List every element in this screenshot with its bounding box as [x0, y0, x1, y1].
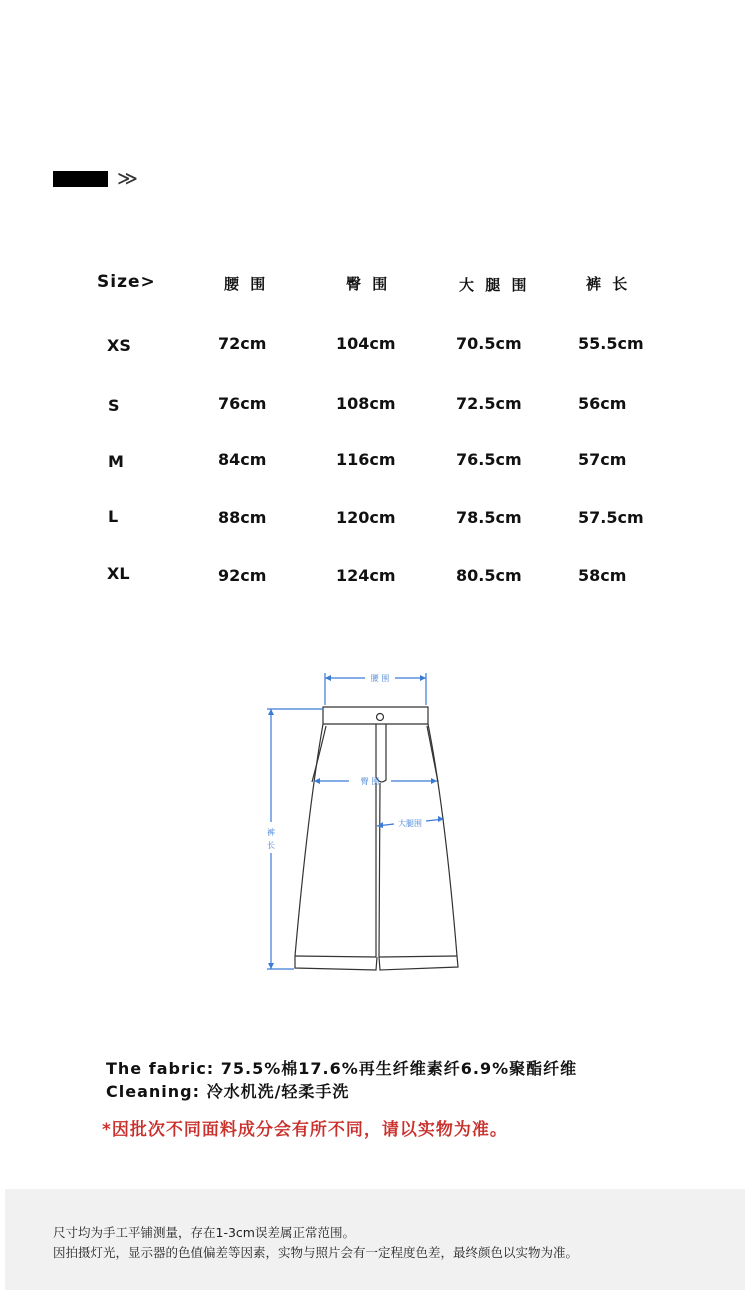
table-cell-waist: 84cm: [218, 450, 267, 469]
table-cell-thigh: 76.5cm: [456, 450, 522, 469]
pants-measurement-diagram: [250, 660, 500, 990]
table-cell-hip: 108cm: [336, 394, 396, 413]
table-cell-thigh: 80.5cm: [456, 566, 522, 585]
table-cell-thigh: 78.5cm: [456, 508, 522, 527]
table-cell-hip: 124cm: [336, 566, 396, 585]
disclaimer-line-2: 因拍摄灯光，显示器的色值偏差等因素，实物与照片会有一定程度色差，最终颜色以实物为准。: [53, 1245, 579, 1260]
table-cell-length: 58cm: [578, 566, 627, 585]
header-thigh: 大 腿 围: [459, 276, 530, 294]
table-cell-size: L: [108, 507, 119, 526]
table-cell-waist: 92cm: [218, 566, 267, 585]
hip-label: 臀 围: [360, 777, 380, 786]
table-cell-hip: 120cm: [336, 508, 396, 527]
table-cell-waist: 76cm: [218, 394, 267, 413]
table-cell-hip: 116cm: [336, 450, 396, 469]
table-cell-length: 57cm: [578, 450, 627, 469]
table-cell-waist: 88cm: [218, 508, 267, 527]
double-chevron-icon: ≫: [117, 166, 138, 190]
header-size: Size>: [97, 272, 156, 292]
table-cell-length: 56cm: [578, 394, 627, 413]
table-cell-size: S: [108, 396, 120, 415]
table-cell-length: 57.5cm: [578, 508, 644, 527]
length-label-1: 裤: [267, 828, 275, 837]
table-cell-hip: 104cm: [336, 334, 396, 353]
thigh-label: 大腿围: [398, 819, 422, 828]
batch-notice: *因批次不同面料成分会有所不同，请以实物为准。: [102, 1120, 508, 1140]
table-cell-length: 55.5cm: [578, 334, 644, 353]
pants-outline-svg: [250, 660, 500, 990]
table-cell-size: XS: [107, 336, 131, 355]
length-label-2: 长: [267, 841, 275, 850]
size-chart-table: [0, 0, 750, 620]
header-hip: 臀 围: [346, 275, 391, 293]
pants-outline: [295, 707, 458, 970]
waist-label: 腰 围: [370, 674, 390, 683]
header-length: 裤 长: [586, 275, 631, 293]
table-cell-size: XL: [107, 564, 130, 583]
disclaimer-line-1: 尺寸均为手工平铺测量，存在1-3cm误差属正常范围。: [53, 1225, 355, 1240]
measurement-disclaimer: [5, 1189, 745, 1290]
table-cell-thigh: 70.5cm: [456, 334, 522, 353]
table-cell-size: M: [108, 452, 124, 471]
table-cell-thigh: 72.5cm: [456, 394, 522, 413]
header-waist: 腰 围: [224, 275, 269, 293]
cleaning-instructions: Cleaning: 冷水机洗/轻柔手洗: [106, 1082, 350, 1101]
fabric-composition: The fabric: 75.5%棉17.6%再生纤维素纤6.9%聚酯纤维: [106, 1059, 578, 1078]
table-cell-waist: 72cm: [218, 334, 267, 353]
